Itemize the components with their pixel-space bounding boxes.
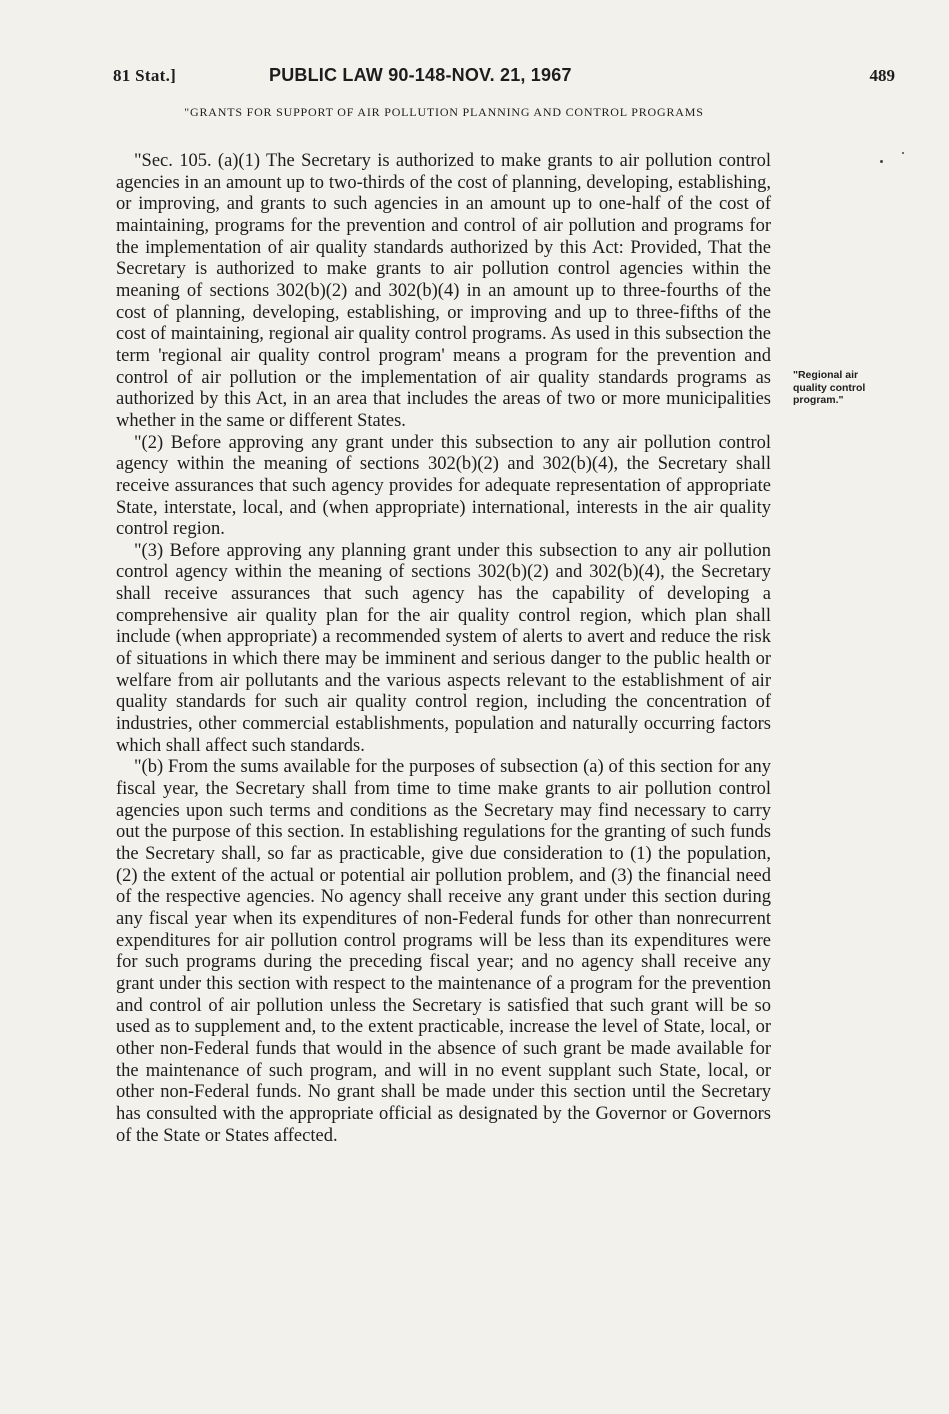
- scan-speck: [902, 152, 904, 154]
- running-title: PUBLIC LAW 90-148-NOV. 21, 1967: [269, 65, 572, 85]
- margin-note-line: quality control: [793, 381, 866, 394]
- section-heading: "GRANTS FOR SUPPORT OF AIR POLLUTION PLANNING AND CONTROL PROGRAMS: [184, 105, 704, 119]
- paragraph-105-b: "(b) From the sums available for the purposes of subsection (a) of this section for any fiscal year, the Secretary shall from time to time make grants to air pollution control agencies upon such terms and conditions as the Secretary may find necessary to carry out the purpose of this section. In establishing regulations for the granting of such funds the Secretary shall, so far as practicable, give due consideration to (1) the population, (2) the extent of the actual or potential air pollution problem, and (3) the financial need of the respective agencies. No agency shall receive any grant under this section during any fiscal year when its expenditures of non-Federal funds for other than nonrecurrent expenditures for air pollution control programs will be less than its expenditures were for such programs during the preceding fiscal year; and no agency shall receive any grant under this section with respect to the maintenance of a program for the prevention and control of air pollution unless the Secretary is satisfied that such grant will be so used as to supplement and, to the extent practicable, increase the level of State, local, or other non-Federal funds that would in the absence of such grant be made available for the maintenance of such program, and will in no event supplant such State, local, or other non-Federal funds. No grant shall be made under this section until the Secretary has consulted with the appropriate official as designated by the Governor or Governors of the State or States affected.: [116, 757, 771, 1146]
- page-number: 489: [869, 66, 895, 85]
- paragraph-105-a-3: "(3) Before approving any planning grant under this subsection to any air pollution control agency within the meaning of sections 302(b)(2) and 302(b)(4), the Secretary shall receive assurances that such agency has the capability of developing a comprehensive air quality plan for the air quality control region, which plan shall include (when appropriate) a recommended system of alerts to avert and reduce the risk of situations in which there may be imminent and serious danger to the public health or welfare from air pollutants and the various aspects relevant to the establishment of air quality standards for such air quality control region, including the concentration of industries, other commercial establishments, population and naturally occurring factors which shall affect such standards.: [116, 540, 771, 756]
- margin-note-definition: [793, 369, 903, 407]
- volume-citation: 81 Stat.]: [113, 66, 177, 85]
- scan-speck: [880, 160, 883, 163]
- paragraph-105-a-1: "Sec. 105. (a)(1) The Secretary is authorized to make grants to air pollution control agencies in an amount up to two-thirds of the cost of planning, developing, establishing, or improving, and grants to such agencies in an amount up to one-half of the cost of maintaining, programs for the prevention and control of air pollution and programs for the implementation of air quality standards authorized by this Act: Provided, That the Secretary is authorized to make grants to air pollution control agencies within the meaning of sections 302(b)(2) and 302(b)(4) in an amount up to three-fourths of the cost of planning, developing, establishing, or improving and up to three-fifths of the cost of maintaining, regional air quality control programs. As used in this subsection the term 'regional air quality control program' means a program for the prevention and control of air pollution or the implementation of air quality standards programs as authorized by this Act, in an area that includes the areas of two or more municipalities whether in the same or different States.: [116, 151, 771, 431]
- margin-note-line: program.": [793, 394, 844, 406]
- statute-body: [116, 151, 771, 1147]
- paragraph-105-a-2: "(2) Before approving any grant under this subsection to any air pollution control agency within the meaning of sections 302(b)(2) and 302(b)(4), the Secretary shall receive assurances that such agency provides for adequate representation of appropriate State, interstate, local, and (when appropriate) international, interests in the air quality control region.: [116, 432, 771, 540]
- page-header: [113, 66, 895, 90]
- margin-note-line: "Regional air: [793, 369, 859, 381]
